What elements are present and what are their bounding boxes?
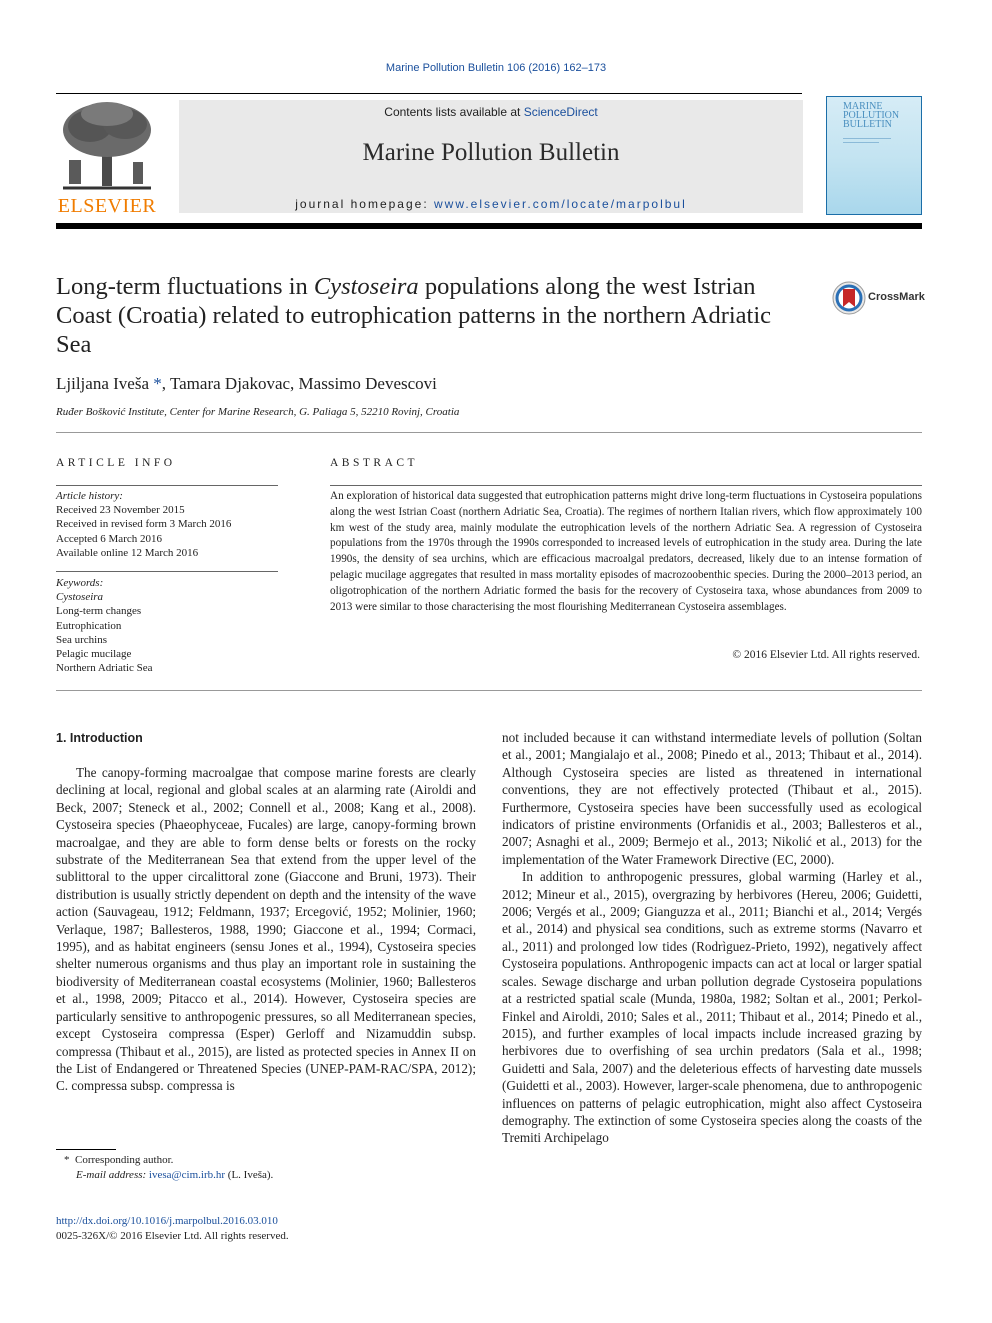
doi-block [56,1214,289,1243]
intro-paragraph-2: In addition to anthropogenic pressures, global warming (Harley et al., 2012; Mineur et al., 2015), overgrazing by herbivores (Hereu, 2006; Guidetti, 2006; Vergés et al., 2009; Gianguzza et al., 2011; Bianchi et al., 2014; Vergés et al., 2014) and physical sea conditions, such as extreme storms (Navarro et al., 2011) and prolonged low tides (Rodrìguez-Prieto, 1992), negatively affect Cystoseira populations. Anthropogenic impacts can act at local or larger spatial scales. Sewage discharge and urban pollution degrade Cystoseira populations at a restricted spatial scale (Munda, 1980a, 1982; Soltan et al., 2001; Perkol-Finkel and Airoldi, 2010; Sales et al., 2011; Thibaut et al., 2014; Pinedo et al., 2015), and further examples of local impacts include increased grazing by herbivores due to overfishing of sea urchin predators (Sala et al., 1998; Guidetti and Sala, 2007) and the deleterious effects of harvesting date mussels (Guidetti et al., 2003). However, larger-scale phenomena, due to anthropogenic influences on patterns of pelagic eutrophication, might also affect Cystoseira demography. The extinction of some Cystoseira species along the coasts of the Tremiti Archipelago [502,869,922,1146]
homepage-line [179,197,803,211]
article-info-heading: ARTICLE INFO [56,457,176,469]
affiliation: Ruđer Bošković Institute, Center for Marine Research, G. Paliaga 5, 52210 Rovinj, Croatia [56,406,460,418]
intro-paragraph-1-continued: not included because it can withstand intermediate levels of pollution (Soltan et al., 2001; Mangialajo et al., 2008; Pinedo et al., 2013; Thibaut et al., 2014). Although Cystoseira species are listed as threatened in international conventions, they are not effectively protected (Thibaut et al., 2015). Furthermore, Cystoseira species have been successfully used as ecological indicators of pristine environments (Orfanidis et al., 2003; Ballesteros et al., 2007; Asnaghi et al., 2009; Bermejo et al., 2013; Nikolić et al., 2013) for the implementation of the Water Framework Directive (EC, 2000). [502,730,922,867]
keyword: Long-term changes [56,605,142,618]
title-genus: Cystoseira [313,273,419,300]
elsevier-tree-icon [55,100,159,192]
divider [56,690,922,691]
issn-line: 0025-326X/© 2016 Elsevier Ltd. All rights reserved. [56,1229,289,1242]
article-info-rule [56,485,278,486]
homepage-link[interactable]: www.elsevier.com/locate/marpolbul [434,197,687,211]
crossmark-badge[interactable] [832,281,932,313]
corresponding-author-mark[interactable]: * [153,374,162,393]
email-suffix: (L. Iveša). [225,1168,274,1181]
cover-title: MARINE POLLUTION BULLETIN [843,101,900,130]
abstract-text: An exploration of historical data suggested that eutrophication patterns might drive long-term fluctuations in Cystoseira populations along the west Istrian Coast (northern Adriatic Sea, Croatia). The regimes of northern Italian rivers, which flow approximately 100 km west of the study area, mainly modulate the eutrophication levels of the northern Adriatic Sea. A regression of Cystoseira populations from the 1970s through the 1990s corresponded to increased levels of eutrophication in the study area. During the late 1990s, the density of sea urchins, which are efficacious macroalgal predators, decreased, likely due to an intense formation of pelagic mucilage aggregates that resulted in mass mortality episodes of macrozoobenthic species. During the 2000–2013 period, an oligotrophication of the northern Adriatic formed the basis for the recovery of Cystoseira taxa, whose abundances from 2009 to 2013 were similar to those characterising the most flourishing Mediterranean Cystoseira assemblages. [330,490,922,613]
elsevier-wordmark: ELSEVIER [57,195,157,217]
footnote [56,1153,476,1182]
journal-citation[interactable]: Marine Pollution Bulletin 106 (2016) 162–173 [385,62,607,74]
divider [56,432,922,433]
keywords-label: Keywords: [56,577,104,589]
email-label: E-mail address: [76,1168,149,1181]
keyword: Cystoseira [56,591,104,604]
footnote-mark: * [64,1154,70,1166]
sciencedirect-link[interactable]: ScienceDirect [523,105,598,119]
body-column-right [502,729,922,1147]
section-heading-introduction: 1. Introduction [56,731,143,745]
journal-cover-thumbnail[interactable] [826,96,922,215]
footnote-rule [56,1149,116,1150]
keywords [56,576,278,675]
keyword: Eutrophication [56,619,122,632]
history-revised: Received in revised form 3 March 2016 [56,518,232,531]
email-link[interactable]: ivesa@cim.irb.hr [148,1168,226,1181]
author-1: Ljiljana Iveša [56,374,149,393]
article-title [56,272,796,359]
header-rule [56,93,802,94]
abstract-heading: ABSTRACT [330,457,419,469]
abstract-copyright: © 2016 Elsevier Ltd. All rights reserved. [732,649,920,661]
article-history [56,489,278,560]
history-label: Article history: [56,490,123,502]
journal-header [179,100,803,213]
homepage-label: journal homepage: [295,197,434,211]
keyword: Pelagic mucilage [56,648,132,661]
cover-subtitle-lines [843,137,893,147]
contents-line [179,105,803,119]
crossmark-label: CrossMark [868,291,925,303]
abstract-rule [330,485,922,486]
corresponding-author-note: Corresponding author. [75,1154,174,1166]
doi-link[interactable]: http://dx.doi.org/10.1016/j.marpolbul.2016.03.010 [56,1215,278,1227]
history-online: Available online 12 March 2016 [56,546,199,559]
crossmark-icon [832,281,866,315]
title-part-1: Long-term fluctuations in [56,273,314,300]
keyword: Northern Adriatic Sea [56,662,153,675]
other-authors: , Tamara Djakovac, Massimo Devescovi [161,374,437,393]
cover-lines-icon [843,137,893,145]
journal-name: Marine Pollution Bulletin [362,139,620,166]
keyword: Sea urchins [56,633,108,646]
history-accepted: Accepted 6 March 2016 [56,532,162,545]
author-list [56,374,437,394]
title-part-2: populations along the west Istrian Coast (Croatia) related to eutrophication patterns in the northern Adriatic Sea [56,273,772,358]
elsevier-logo [55,100,159,218]
body-column-left [56,764,476,1095]
keywords-rule [56,571,278,572]
history-received: Received 23 November 2015 [56,504,185,517]
header-thick-rule [56,223,922,229]
intro-paragraph-1: The canopy-forming macroalgae that compose marine forests are clearly declining at local, regional and global scales at an alarming rate (Airoldi and Beck, 2007; Steneck et al., 2002; Connell et al., 2008; Kang et al., 2008). Cystoseira species (Phaeophyceae, Fucales) are large, canopy-forming brown macroalgae, and they are able to form dense belts or forests on the rocky substrate of the Mediterranean Sea that extend from the upper level of the sublittoral to the upper circalittoral zone (Giaccone and Bruni, 1973). Their distribution is usually strictly dependent on depth and the intensity of the wave action (Sauvageau, 1912; Feldmann, 1937; Ercegović, 1952; Molinier, 1960; Verlaque, 1987; Ballesteros, 1988, 1990; Giaccone et al., 1994; Cormaci, 1995), and as habitat engineers (sensu Jones et al., 1994), Cystoseira species shelter numerous organisms and thus play an important role in sustaining the biodiversity of Mediterranean coastal ecosystems (Molinier, 1960; Ballesteros et al., 1998, 2009; Pitacco et al., 2014). However, Cystoseira species are particularly sensitive to anthropogenic pressures, so all Mediterranean species, except Cystoseira compressa (Esper) Gerloff and Nizamuddin subsp. compressa (Thibaut et al., 2015), are listed as protected species in Annex II on the List of Endangered or Threatened Species (UNEP-PAM-RAC/SPA, 2012); C. compressa subsp. compressa is [56,765,476,1094]
contents-prefix: Contents lists available at [384,105,524,119]
